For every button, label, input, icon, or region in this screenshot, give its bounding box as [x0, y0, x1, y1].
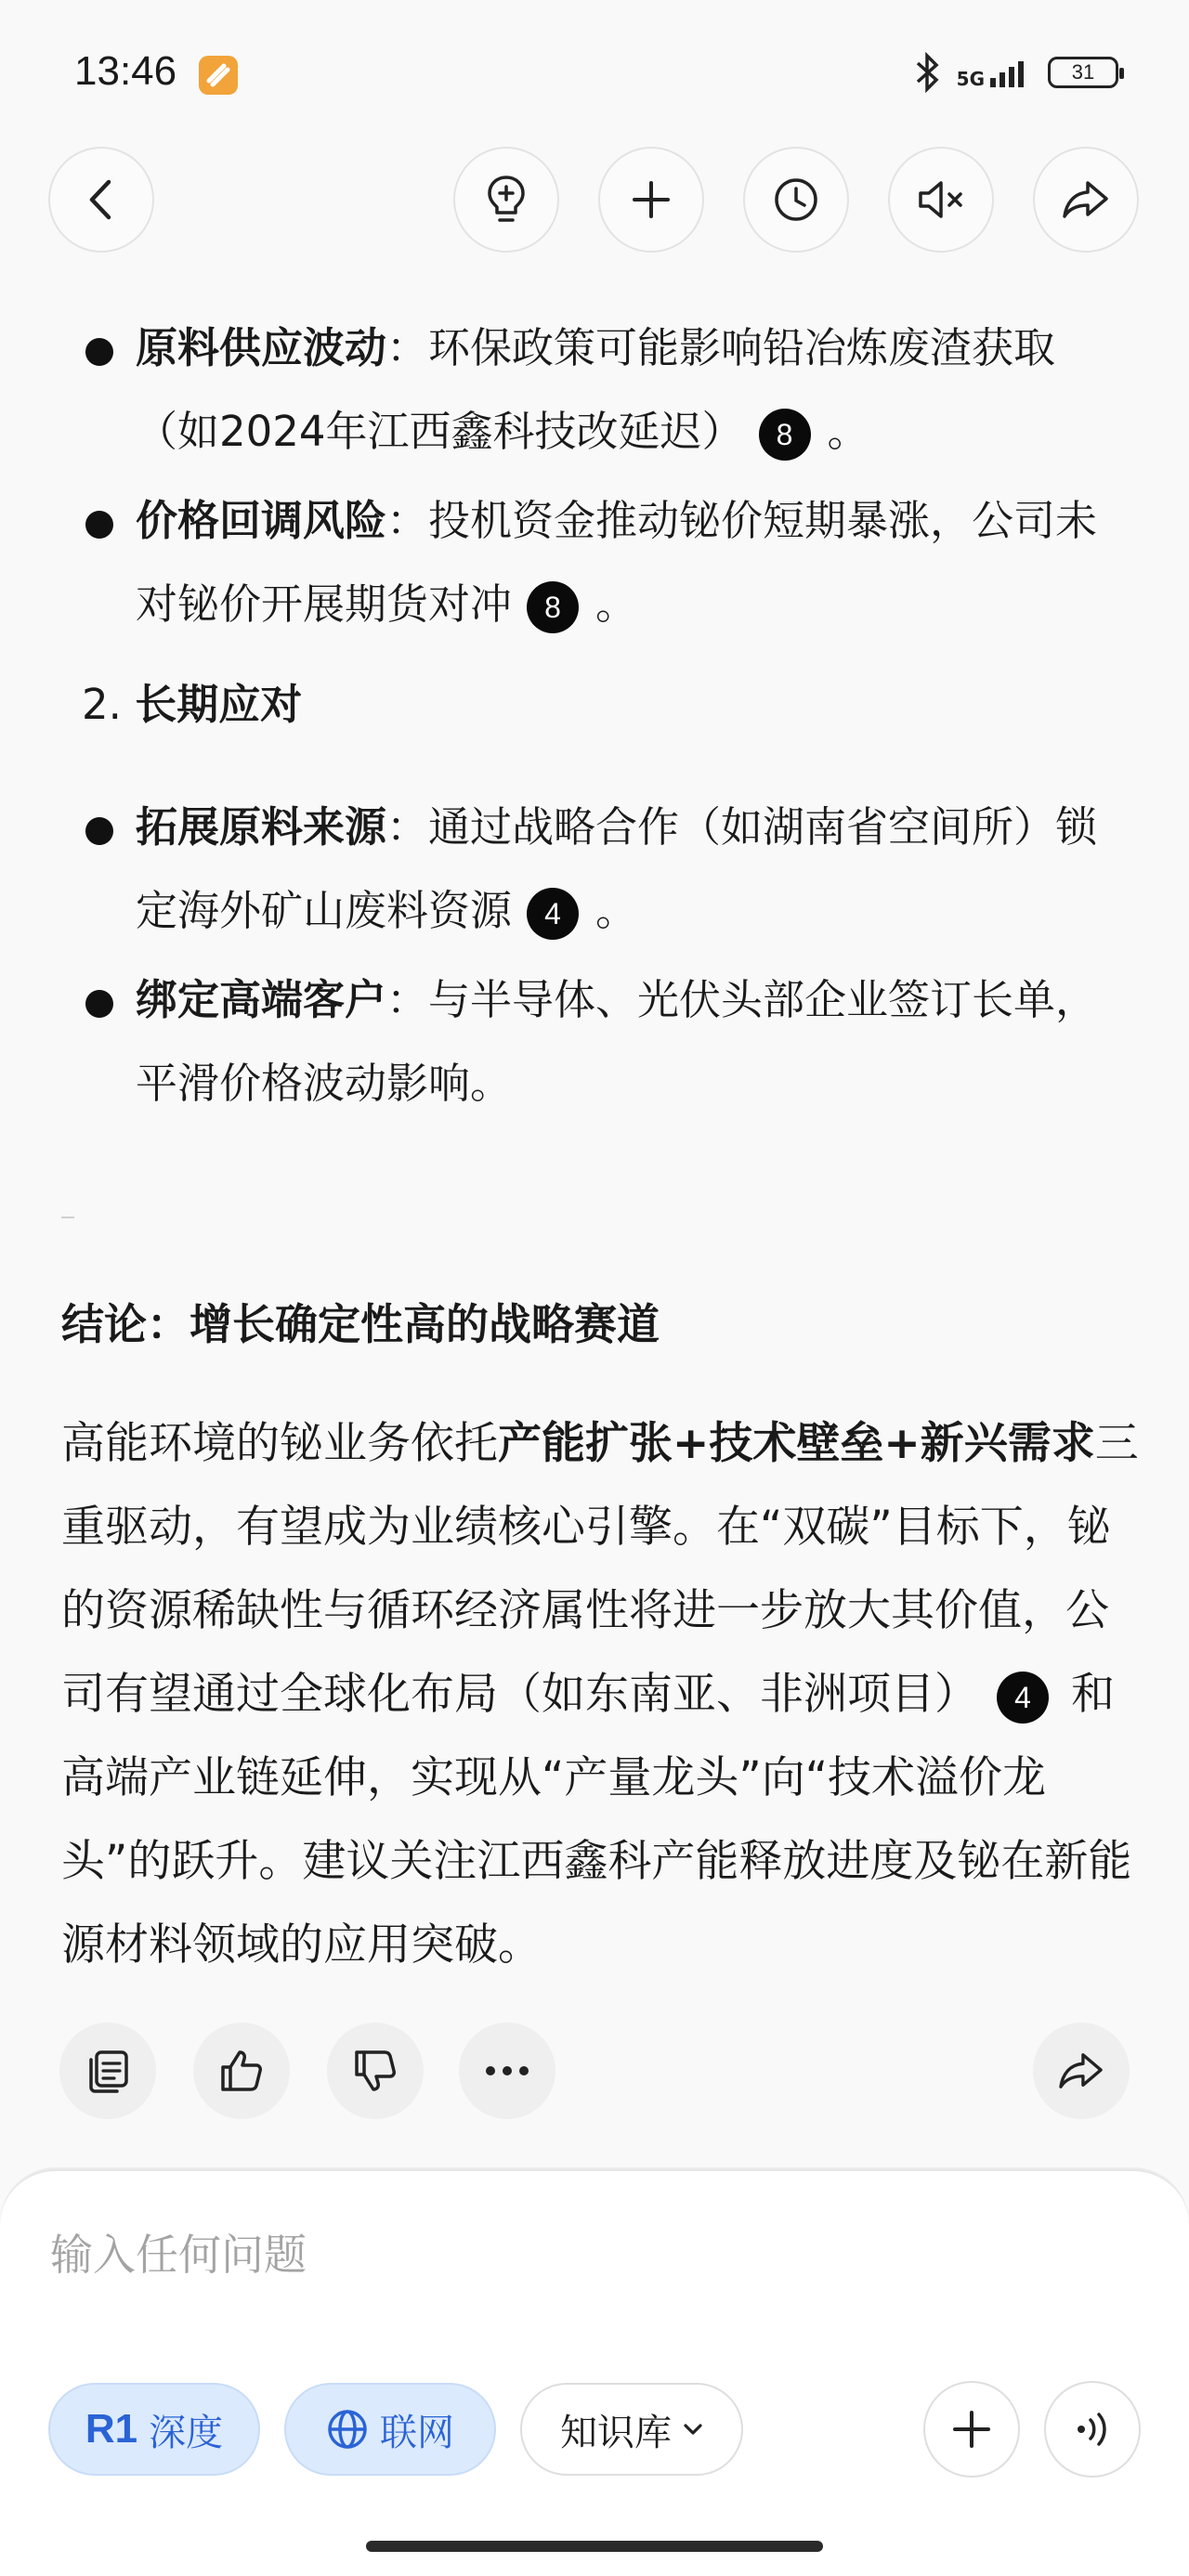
new-chat-button[interactable] — [598, 147, 704, 253]
conclusion-heading: 结论：增长确定性高的战略赛道 — [61, 1299, 660, 1349]
status-icons — [914, 52, 1118, 93]
voice-button[interactable] — [1044, 2381, 1141, 2478]
like-button[interactable] — [193, 2023, 290, 2119]
share-answer-button[interactable] — [1033, 2023, 1130, 2119]
bluetooth-icon — [914, 52, 942, 93]
battery-level: 31 — [1071, 60, 1095, 84]
more-button[interactable] — [459, 2023, 555, 2119]
answer-content — [61, 306, 1139, 1131]
citation-badge[interactable]: 4 — [527, 888, 579, 940]
conclusion-paragraph — [61, 1402, 1139, 1987]
para-text: 和高端产业链延伸，实现从“产量龙头”向“技术溢价龙头”的跃升。建议关注江西鑫科产能释放进度及铋在新能源材料领域的应用突破。 — [61, 1669, 1132, 1971]
knowledge-base-dropdown[interactable] — [520, 2383, 743, 2476]
copy-icon — [84, 2047, 132, 2095]
para-text: 高能环境的铋业务依托 — [61, 1418, 498, 1469]
share-top-button[interactable] — [1033, 147, 1139, 253]
item-text: ：投机资金推动铋价短期暴涨，公司未对铋价开展期货对冲 — [136, 496, 1098, 629]
item-title: 原料供应波动 — [136, 323, 387, 372]
bullet-icon — [85, 511, 113, 539]
status-time: 13:46 — [74, 48, 177, 94]
list-item — [61, 306, 1139, 474]
r1-label: R1 — [85, 2406, 138, 2452]
para-bold: 产能扩张+技术壁垒+新兴需求 — [498, 1418, 1095, 1469]
item-text: ：通过战略合作（如湖南省空间所）锁定海外矿山废料资源 — [136, 802, 1098, 935]
item-title: 拓展原料来源 — [136, 802, 387, 852]
item-text: ：环保政策可能影响铅冶炼废渣获取（如2024年江西鑫科技改延迟） — [136, 323, 1056, 456]
item-tail: 。 — [827, 407, 869, 456]
history-button[interactable] — [743, 147, 849, 253]
item-tail: 。 — [595, 579, 638, 629]
network-type: 5G — [956, 68, 985, 90]
item-title: 绑定高端客户 — [136, 975, 387, 1024]
list-item — [61, 786, 1139, 953]
copy-button[interactable] — [59, 2023, 156, 2119]
thumbs-down-icon — [351, 2047, 399, 2095]
citation-badge[interactable]: 8 — [527, 581, 579, 633]
dislike-button[interactable] — [327, 2023, 424, 2119]
bullet-icon — [85, 338, 113, 366]
inspiration-button[interactable] — [453, 147, 559, 253]
lightbulb-icon — [484, 174, 529, 226]
kb-label: 知识库 — [560, 2411, 672, 2454]
list-item — [61, 479, 1139, 646]
globe-icon — [326, 2408, 369, 2451]
item-title: 价格回调风险 — [136, 496, 387, 545]
web-label: 联网 — [380, 2411, 454, 2454]
citation-badge[interactable]: 8 — [759, 409, 811, 461]
citation-badge[interactable]: 4 — [997, 1672, 1049, 1724]
deep-think-toggle[interactable] — [48, 2383, 260, 2476]
home-indicator[interactable] — [366, 2541, 823, 2552]
plus-icon — [951, 2409, 992, 2450]
history-clock-icon — [772, 176, 820, 224]
back-icon — [83, 178, 120, 221]
section-title: 长期应对 — [135, 680, 303, 729]
back-button[interactable] — [48, 147, 154, 253]
message-input[interactable]: 输入任何问题 — [50, 2230, 307, 2280]
item-tail: 。 — [595, 886, 638, 935]
share-icon — [1056, 2049, 1106, 2092]
item-text: ：与半导体、光伏头部企业签订长单，平滑价格波动影响。 — [136, 975, 1098, 1108]
signal-icon — [990, 58, 1033, 87]
more-icon — [483, 2065, 531, 2076]
mute-button[interactable] — [888, 147, 994, 253]
speaker-mute-icon — [915, 177, 967, 222]
web-search-toggle[interactable] — [284, 2383, 496, 2476]
divider — [61, 1216, 74, 1218]
battery-indicator — [1048, 57, 1118, 88]
bullet-icon — [85, 817, 113, 845]
voice-wave-icon — [1072, 2409, 1113, 2450]
plus-icon — [631, 179, 672, 220]
app-notification-icon — [199, 56, 238, 95]
deep-label: 深度 — [149, 2411, 224, 2454]
list-item — [61, 958, 1139, 1125]
chevron-down-icon — [683, 2423, 703, 2436]
section-number: 2. — [82, 680, 122, 729]
bullet-icon — [85, 990, 113, 1018]
share-icon — [1060, 177, 1112, 222]
para-text: 三重驱动，有望成为业绩核心引擎。在“双碳”目标下，铋的资源稀缺性与循环经济属性将进一步放大其价值，公司有望通过全球化布局（如东南亚、非洲项目） — [61, 1418, 1139, 1720]
section-heading — [61, 663, 1139, 747]
attach-button[interactable] — [923, 2381, 1020, 2478]
thumbs-up-icon — [217, 2047, 266, 2095]
